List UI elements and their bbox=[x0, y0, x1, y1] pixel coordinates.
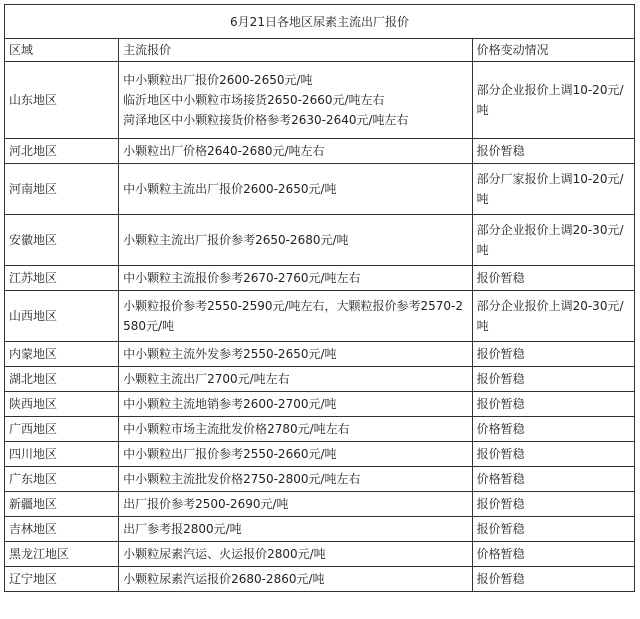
price-line: 中小颗粒主流报价参考2670-2760元/吨左右 bbox=[123, 271, 361, 285]
header-change: 价格变动情况 bbox=[472, 39, 634, 62]
table-title-row bbox=[5, 5, 635, 39]
change-cell: 报价暂稳 bbox=[472, 567, 634, 592]
region-cell: 河南地区 bbox=[5, 164, 119, 215]
price-line: 中小颗粒市场主流批发价格2780元/吨左右 bbox=[123, 422, 350, 436]
price-line: 中小颗粒主流地销参考2600-2700元/吨 bbox=[123, 397, 337, 411]
price-cell bbox=[119, 517, 473, 542]
price-line: 中小颗粒主流出厂报价2600-2650元/吨 bbox=[123, 182, 337, 196]
change-cell: 部分企业报价上调10-20元/吨 bbox=[472, 62, 634, 139]
price-line: 中小颗粒出厂报价参考2550-2660元/吨 bbox=[123, 447, 337, 461]
change-cell: 价格暂稳 bbox=[472, 467, 634, 492]
change-cell: 报价暂稳 bbox=[472, 492, 634, 517]
region-cell: 山西地区 bbox=[5, 291, 119, 342]
price-line: 小颗粒主流出厂2700元/吨左右 bbox=[123, 372, 290, 386]
region-cell: 辽宁地区 bbox=[5, 567, 119, 592]
table-row bbox=[5, 215, 635, 266]
table-row bbox=[5, 542, 635, 567]
region-cell: 黑龙江地区 bbox=[5, 542, 119, 567]
price-table-container bbox=[4, 4, 635, 592]
table-row bbox=[5, 266, 635, 291]
price-cell bbox=[119, 164, 473, 215]
change-cell: 部分企业报价上调20-30元/吨 bbox=[472, 215, 634, 266]
region-cell: 广西地区 bbox=[5, 417, 119, 442]
price-line: 小颗粒尿素汽运报价2680-2860元/吨 bbox=[123, 572, 325, 586]
table-row bbox=[5, 442, 635, 467]
change-cell: 价格暂稳 bbox=[472, 417, 634, 442]
price-line: 临沂地区中小颗粒市场接货2650-2660元/吨左右 bbox=[123, 93, 385, 107]
price-line: 小颗粒报价参考2550-2590元/吨左右，大颗粒报价参考2570-2580元/吨 bbox=[123, 299, 464, 333]
table-row bbox=[5, 517, 635, 542]
price-line: 出厂报价参考2500-2690元/吨 bbox=[123, 497, 289, 511]
table-row bbox=[5, 164, 635, 215]
region-cell: 安徽地区 bbox=[5, 215, 119, 266]
table-row bbox=[5, 342, 635, 367]
price-line: 中小颗粒出厂报价2600-2650元/吨 bbox=[123, 73, 313, 87]
table-row bbox=[5, 291, 635, 342]
price-table bbox=[4, 4, 635, 592]
table-row bbox=[5, 567, 635, 592]
change-cell: 报价暂稳 bbox=[472, 517, 634, 542]
change-cell: 报价暂稳 bbox=[472, 266, 634, 291]
table-header-row bbox=[5, 39, 635, 62]
price-cell bbox=[119, 215, 473, 266]
price-line: 中小颗粒主流外发参考2550-2650元/吨 bbox=[123, 347, 337, 361]
region-cell: 广东地区 bbox=[5, 467, 119, 492]
price-cell bbox=[119, 492, 473, 517]
region-cell: 陕西地区 bbox=[5, 392, 119, 417]
region-cell: 内蒙地区 bbox=[5, 342, 119, 367]
price-cell bbox=[119, 291, 473, 342]
price-cell bbox=[119, 442, 473, 467]
region-cell: 湖北地区 bbox=[5, 367, 119, 392]
price-cell bbox=[119, 467, 473, 492]
change-cell: 报价暂稳 bbox=[472, 367, 634, 392]
change-cell: 报价暂稳 bbox=[472, 442, 634, 467]
change-cell: 价格暂稳 bbox=[472, 542, 634, 567]
header-price: 主流报价 bbox=[119, 39, 473, 62]
table-title: 6月21日各地区尿素主流出厂报价 bbox=[5, 5, 635, 39]
table-row bbox=[5, 139, 635, 164]
price-cell bbox=[119, 567, 473, 592]
change-cell: 报价暂稳 bbox=[472, 392, 634, 417]
price-cell bbox=[119, 542, 473, 567]
change-cell: 报价暂稳 bbox=[472, 139, 634, 164]
table-row bbox=[5, 392, 635, 417]
price-cell bbox=[119, 62, 473, 139]
price-cell bbox=[119, 392, 473, 417]
region-cell: 四川地区 bbox=[5, 442, 119, 467]
price-cell bbox=[119, 342, 473, 367]
table-row bbox=[5, 492, 635, 517]
change-cell: 部分企业报价上调20-30元/吨 bbox=[472, 291, 634, 342]
header-region: 区域 bbox=[5, 39, 119, 62]
region-cell: 河北地区 bbox=[5, 139, 119, 164]
price-line: 出厂参考报2800元/吨 bbox=[123, 522, 242, 536]
price-line: 小颗粒主流出厂报价参考2650-2680元/吨 bbox=[123, 233, 349, 247]
table-row bbox=[5, 417, 635, 442]
price-line: 小颗粒出厂价格2640-2680元/吨左右 bbox=[123, 144, 325, 158]
change-cell: 报价暂稳 bbox=[472, 342, 634, 367]
region-cell: 新疆地区 bbox=[5, 492, 119, 517]
table-row bbox=[5, 467, 635, 492]
region-cell: 山东地区 bbox=[5, 62, 119, 139]
price-line: 小颗粒尿素汽运、火运报价2800元/吨 bbox=[123, 547, 326, 561]
change-cell: 部分厂家报价上调10-20元/吨 bbox=[472, 164, 634, 215]
table-row bbox=[5, 62, 635, 139]
price-line: 中小颗粒主流批发价格2750-2800元/吨左右 bbox=[123, 472, 361, 486]
price-cell bbox=[119, 139, 473, 164]
price-cell bbox=[119, 417, 473, 442]
price-line: 菏泽地区中小颗粒接货价格参考2630-2640元/吨左右 bbox=[123, 113, 409, 127]
table-row bbox=[5, 367, 635, 392]
region-cell: 吉林地区 bbox=[5, 517, 119, 542]
region-cell: 江苏地区 bbox=[5, 266, 119, 291]
price-cell bbox=[119, 367, 473, 392]
price-cell bbox=[119, 266, 473, 291]
